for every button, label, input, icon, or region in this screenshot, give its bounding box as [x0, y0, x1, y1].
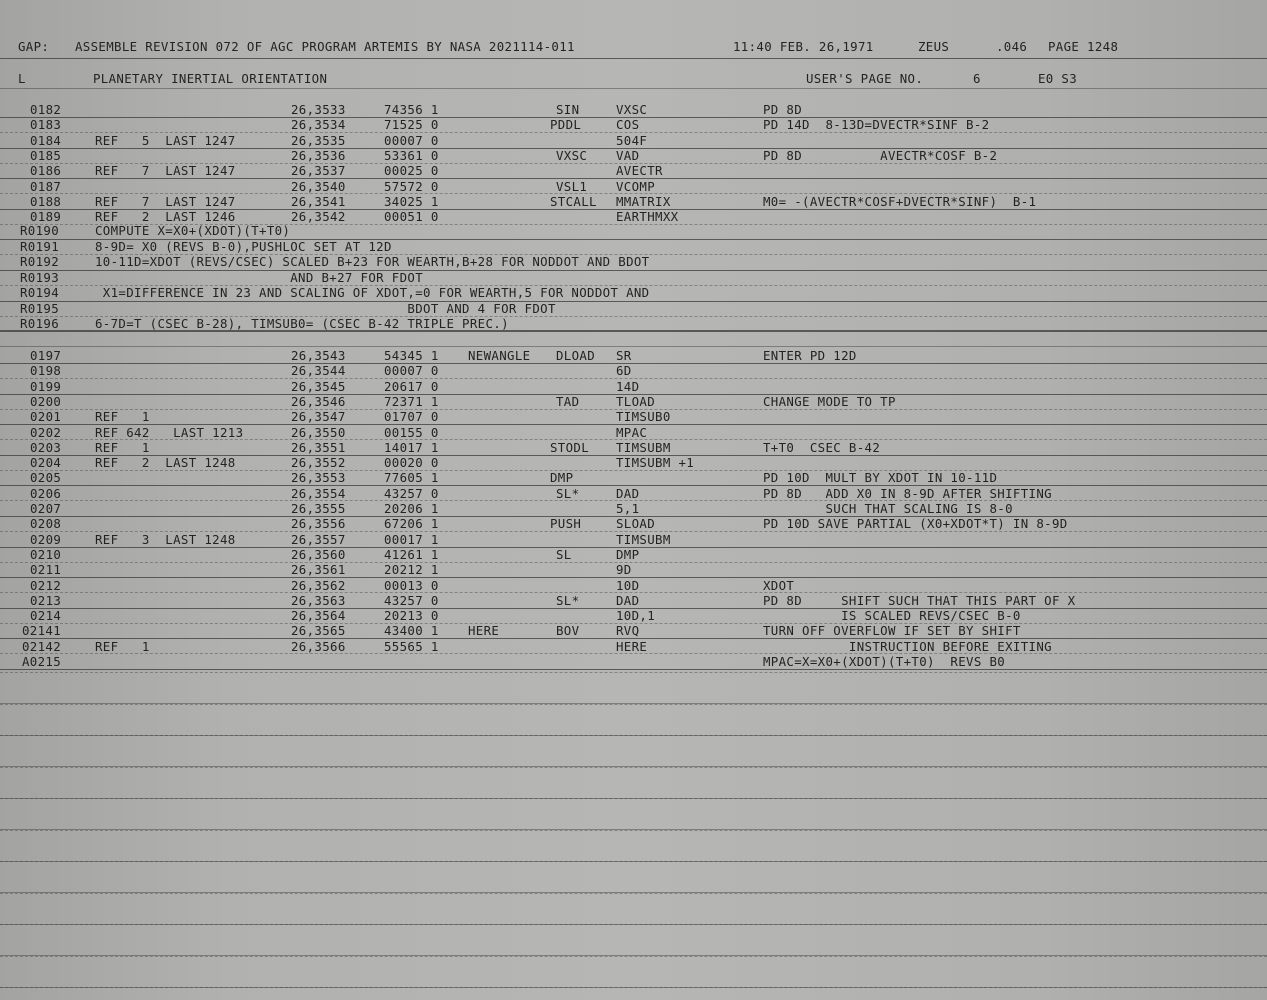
comment: PD 8D [763, 102, 803, 117]
address: 26,3564 [291, 608, 346, 624]
operand: DAD [616, 592, 640, 608]
octal-word: 43257 0 [384, 592, 439, 608]
address: 26,3556 [291, 516, 346, 532]
dashed-rule [0, 163, 1267, 164]
ref-info: REF 7 LAST 1247 [95, 163, 236, 179]
solid-rule [0, 239, 1267, 240]
line-number: A0215 [22, 654, 62, 669]
dashed-rule [0, 562, 1267, 563]
octal-word: 00017 1 [384, 531, 439, 547]
dashed-rule [0, 132, 1267, 133]
opcode: DLOAD [556, 348, 596, 363]
solid-rule [0, 455, 1267, 456]
octal-word: 72371 1 [384, 393, 439, 409]
comment: CHANGE MODE TO TP [763, 393, 896, 409]
dashed-rule [0, 193, 1267, 194]
opcode: STCALL [550, 193, 597, 209]
operand: VAD [616, 147, 640, 163]
solid-rule [0, 766, 1267, 767]
remark-number: R0190 [20, 223, 60, 238]
opcode: SL* [556, 485, 580, 501]
solid-rule [0, 58, 1267, 59]
operand: TLOAD [616, 393, 656, 409]
octal-word: 20213 0 [384, 608, 439, 624]
octal-word: 53361 0 [384, 147, 439, 163]
dashed-rule [0, 531, 1267, 532]
comment: XDOT [763, 577, 795, 593]
address: 26,3540 [291, 178, 346, 194]
line-number: 0189 [30, 209, 62, 225]
operand: TIMSUBM [616, 531, 671, 547]
octal-word: 00051 0 [384, 209, 439, 225]
solid-rule [0, 209, 1267, 210]
comment: MPAC=X=X0+(XDOT)(T+T0) REVS B0 [763, 654, 1006, 669]
line-number: 02141 [22, 623, 62, 639]
address: 26,3535 [291, 132, 346, 148]
opcode: STODL [550, 439, 590, 455]
opcode: PUSH [550, 516, 582, 532]
solid-rule [0, 330, 1267, 331]
solid-rule [0, 608, 1267, 609]
opcode: TAD [556, 393, 580, 409]
octal-word: 00007 0 [384, 132, 439, 148]
gap-tag: GAP: [18, 39, 50, 54]
remark-number: R0191 [20, 238, 60, 254]
octal-word: 00155 0 [384, 424, 439, 440]
section-title: PLANETARY INERTIAL ORIENTATION [93, 71, 328, 86]
address: 26,3560 [291, 546, 346, 562]
operand: DAD [616, 485, 640, 501]
remark-text: 10-11D=XDOT (REVS/CSEC) SCALED B+23 FOR WEARTH,B+28 FOR NODDOT AND BDOT [95, 254, 650, 269]
address: 26,3534 [291, 117, 346, 133]
operand: 9D [616, 562, 632, 578]
solid-rule [0, 577, 1267, 578]
users-page-number: 6 [973, 71, 981, 86]
line-number: 0185 [30, 147, 62, 163]
operand: 504F [616, 132, 648, 148]
operand: 5,1 [616, 501, 640, 516]
remark-text: X1=DIFFERENCE IN 23 AND SCALING OF XDOT,=0 FOR WEARTH,5 FOR NODDOT AND [95, 285, 650, 300]
octal-word: 57572 0 [384, 178, 439, 194]
operand: SLOAD [616, 516, 656, 532]
remark-text: 8-9D= X0 (REVS B-0),PUSHLOC SET AT 12D [95, 238, 392, 254]
address: 26,3550 [291, 424, 346, 440]
solid-rule [0, 638, 1267, 639]
line-number: 0202 [30, 424, 62, 440]
system-name: ZEUS [918, 39, 950, 54]
address: 26,3565 [291, 623, 346, 639]
line-number: 0211 [30, 562, 62, 578]
line-number: 0204 [30, 455, 62, 471]
dashed-rule [0, 672, 1267, 673]
address: 26,3542 [291, 209, 346, 225]
remark-text: 6-7D=T (CSEC B-28), TIMSUB0= (CSEC B-42 TRIPLE PREC.) [95, 316, 509, 331]
solid-rule [0, 394, 1267, 395]
octal-word: 00013 0 [384, 577, 439, 593]
ref-info: REF 2 LAST 1248 [95, 455, 236, 471]
ref-info: REF 3 LAST 1248 [95, 531, 236, 547]
remark-number: R0195 [20, 300, 60, 316]
solid-rule [0, 703, 1267, 704]
line-number: 0188 [30, 193, 62, 209]
operand: SR [616, 348, 632, 363]
dashed-rule [0, 254, 1267, 255]
users-page-label: USER'S PAGE NO. [806, 71, 924, 86]
dashed-rule [0, 285, 1267, 286]
solid-rule [0, 485, 1267, 486]
address: 26,3554 [291, 485, 346, 501]
opcode: SL [556, 546, 572, 562]
octal-word: 41261 1 [384, 546, 439, 562]
address: 26,3545 [291, 378, 346, 394]
page-code: E0 S3 [1038, 71, 1078, 86]
remark-number: R0196 [20, 316, 60, 331]
operand: TIMSUBM +1 [616, 455, 695, 471]
solid-rule [0, 88, 1267, 89]
line-number: 0199 [30, 378, 62, 394]
octal-word: 34025 1 [384, 193, 439, 209]
operand: 10D [616, 577, 640, 593]
line-number: 0201 [30, 409, 62, 425]
address: 26,3551 [291, 439, 346, 455]
line-number: 0186 [30, 163, 62, 179]
dashed-rule [0, 316, 1267, 317]
ref-info: REF 642 LAST 1213 [95, 424, 244, 440]
solid-rule [0, 270, 1267, 271]
address: 26,3562 [291, 577, 346, 593]
line-number: 0200 [30, 393, 62, 409]
operand: TIMSUBM [616, 439, 671, 455]
line-number: 0187 [30, 178, 62, 194]
address: 26,3553 [291, 470, 346, 486]
address: 26,3536 [291, 147, 346, 163]
dashed-rule [0, 439, 1267, 440]
comment: TURN OFF OVERFLOW IF SET BY SHIFT [763, 623, 1021, 639]
address: 26,3566 [291, 638, 346, 654]
assembly-title: ASSEMBLE REVISION 072 OF AGC PROGRAM ARTEMIS BY NASA 2021114-011 [75, 39, 575, 54]
address: 26,3547 [291, 409, 346, 425]
comment: SUCH THAT SCALING IS 8-0 [763, 501, 1013, 516]
ref-info: REF 2 LAST 1246 [95, 209, 236, 225]
operand: MPAC [616, 424, 648, 440]
octal-word: 55565 1 [384, 638, 439, 654]
remark-text: BDOT AND 4 FOR FDOT [95, 300, 556, 316]
comment: PD 10D SAVE PARTIAL (X0+XDOT*T) IN 8-9D [763, 516, 1068, 532]
line-number: 0207 [30, 501, 62, 516]
dashed-rule [0, 224, 1267, 225]
address: 26,3546 [291, 393, 346, 409]
operand: RVQ [616, 623, 640, 639]
solid-rule [0, 892, 1267, 893]
line-number: 0206 [30, 485, 62, 501]
line-number: 02142 [22, 638, 62, 654]
operand: COS [616, 117, 640, 133]
address: 26,3543 [291, 348, 346, 363]
address: 26,3541 [291, 193, 346, 209]
opcode: SIN [556, 102, 580, 117]
octal-word: 74356 1 [384, 102, 439, 117]
solid-rule [0, 924, 1267, 925]
comment: PD 8D SHIFT SUCH THAT THIS PART OF X [763, 592, 1076, 608]
octal-word: 20206 1 [384, 501, 439, 516]
octal-word: 00007 0 [384, 363, 439, 379]
solid-rule [0, 424, 1267, 425]
line-number: 0182 [30, 102, 62, 117]
operand: EARTHMXX [616, 209, 679, 225]
solid-rule [0, 117, 1267, 118]
ref-info: REF 1 [95, 638, 150, 654]
ref-info: REF 5 LAST 1247 [95, 132, 236, 148]
timestamp: 11:40 FEB. 26,1971 [733, 39, 874, 54]
dashed-rule [0, 623, 1267, 624]
solid-rule [0, 363, 1267, 364]
address: 26,3557 [291, 531, 346, 547]
operand: 6D [616, 363, 632, 379]
dashed-rule [0, 378, 1267, 379]
comment: IS SCALED REVS/CSEC B-0 [763, 608, 1021, 624]
octal-word: 71525 0 [384, 117, 439, 133]
line-number: 0213 [30, 592, 62, 608]
dashed-rule [0, 653, 1267, 654]
remark-number: R0194 [20, 285, 60, 300]
solid-rule [0, 955, 1267, 956]
solid-rule [0, 547, 1267, 548]
opcode: SL* [556, 592, 580, 608]
comment: PD 10D MULT BY XDOT IN 10-11D [763, 470, 998, 486]
label: HERE [468, 623, 500, 639]
octal-word: 77605 1 [384, 470, 439, 486]
operand: TIMSUB0 [616, 409, 671, 425]
address: 26,3533 [291, 102, 346, 117]
operand: 10D,1 [616, 608, 656, 624]
solid-rule [0, 798, 1267, 799]
dashed-rule [0, 500, 1267, 501]
solid-rule [0, 861, 1267, 862]
solid-rule [0, 301, 1267, 302]
operand: VCOMP [616, 178, 656, 194]
opcode: BOV [556, 623, 580, 639]
octal-word: 20212 1 [384, 562, 439, 578]
remark-text: COMPUTE X=X0+(XDOT)(T+T0) [95, 223, 291, 238]
operand: DMP [616, 546, 640, 562]
remark-number: R0192 [20, 254, 60, 269]
address: 26,3561 [291, 562, 346, 578]
octal-word: 14017 1 [384, 439, 439, 455]
octal-word: 54345 1 [384, 348, 439, 363]
section-mark: L [18, 71, 26, 86]
address: 26,3555 [291, 501, 346, 516]
solid-rule [0, 148, 1267, 149]
solid-rule [0, 735, 1267, 736]
octal-word: 67206 1 [384, 516, 439, 532]
dashed-rule [0, 409, 1267, 410]
remark-text: AND B+27 FOR FDOT [95, 269, 424, 285]
ref-info: REF 1 [95, 409, 150, 425]
line-number: 0212 [30, 577, 62, 593]
solid-rule [0, 178, 1267, 179]
address: 26,3537 [291, 163, 346, 179]
ref-info: REF 1 [95, 439, 150, 455]
solid-rule [0, 669, 1267, 670]
line-number: 0208 [30, 516, 62, 532]
octal-word: 00025 0 [384, 163, 439, 179]
operand: VXSC [616, 102, 648, 117]
dashed-rule [0, 592, 1267, 593]
page-number: PAGE 1248 [1048, 39, 1119, 54]
operand: 14D [616, 378, 640, 394]
line-number: 0205 [30, 470, 62, 486]
comment: PD 8D ADD X0 IN 8-9D AFTER SHIFTING [763, 485, 1052, 501]
opcode: VXSC [556, 147, 588, 163]
label: NEWANGLE [468, 348, 531, 363]
solid-rule [0, 987, 1267, 988]
address: 26,3544 [291, 363, 346, 379]
line-number: 0184 [30, 132, 62, 148]
operand: AVECTR [616, 163, 663, 179]
address: 26,3563 [291, 592, 346, 608]
opcode: DMP [550, 470, 574, 486]
operand: HERE [616, 638, 648, 654]
comment: T+T0 CSEC B-42 [763, 439, 881, 455]
octal-word: 43257 0 [384, 485, 439, 501]
comment: ENTER PD 12D [763, 348, 857, 363]
octal-word: 20617 0 [384, 378, 439, 394]
remark-number: R0193 [20, 269, 60, 285]
opcode: VSL1 [556, 178, 588, 194]
line-number: 0214 [30, 608, 62, 624]
comment: M0= -(AVECTR*COSF+DVECTR*SINF) B-1 [763, 193, 1037, 209]
comment: PD 8D AVECTR*COSF B-2 [763, 147, 998, 163]
solid-rule [0, 346, 1267, 347]
line-number: 0198 [30, 363, 62, 379]
operand: MMATRIX [616, 193, 671, 209]
octal-word: 00020 0 [384, 455, 439, 471]
line-number: 0210 [30, 546, 62, 562]
solid-rule [0, 829, 1267, 830]
octal-word: 43400 1 [384, 623, 439, 639]
solid-rule [0, 516, 1267, 517]
line-number: 0197 [30, 348, 62, 363]
line-number: 0203 [30, 439, 62, 455]
octal-word: 01707 0 [384, 409, 439, 425]
solid-rule [0, 331, 1267, 332]
opcode: PDDL [550, 117, 582, 133]
comment: PD 14D 8-13D=DVECTR*SINF B-2 [763, 117, 990, 133]
line-number: 0209 [30, 531, 62, 547]
comment: INSTRUCTION BEFORE EXITING [763, 638, 1052, 654]
ref-info: REF 7 LAST 1247 [95, 193, 236, 209]
address: 26,3552 [291, 455, 346, 471]
line-number: 0183 [30, 117, 62, 133]
dashed-rule [0, 470, 1267, 471]
run-number: .046 [996, 39, 1028, 54]
